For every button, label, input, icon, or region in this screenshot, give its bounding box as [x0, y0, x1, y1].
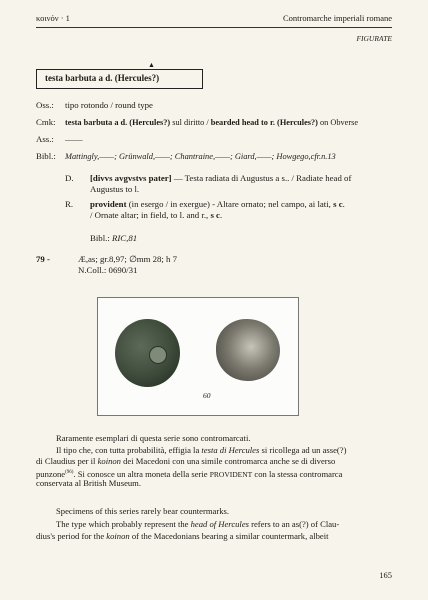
running-header-right: Contromarche imperiali romane — [282, 13, 392, 23]
italian-para-line-2: Il tipo che, con tutta probabilità, effigia la testa di Hercules si ricollega ad un asse(?) — [56, 445, 347, 455]
bibl-label: Bibl.: — [36, 151, 56, 161]
english-para-line-3: dius's period for the koinon of the Macedonians bearing a similar countermark, albeit — [36, 531, 329, 541]
italian-para-line-1: Raramente esemplari di questa serie sono contromarcati. — [56, 433, 251, 443]
catalog-specs: Æ,as; gr.8,97; ∅mm 28; h 7 — [78, 254, 178, 264]
title-box — [36, 69, 203, 89]
ric-reference: Bibl.: RIC,81 — [90, 233, 138, 243]
italian-para-line-3: di Claudius per il koinon dei Macedoni con una simile contromarca anche se di diverso — [36, 456, 336, 466]
oss-value: tipo rotondo / round type — [65, 100, 153, 110]
ass-label: Ass.: — [36, 134, 54, 144]
section-label: FIGURATE — [356, 34, 392, 43]
r-line-2: / Ornate altar; in field, to l. and r., s c. — [90, 210, 223, 220]
cmk-label: Cmk: — [36, 117, 56, 127]
header-rule — [36, 27, 392, 28]
title-text: testa barbuta a d. (Hercules?) — [45, 73, 160, 83]
ass-value: —— — [65, 134, 83, 144]
cmk-end: on Obverse — [317, 118, 359, 127]
catalog-number: 79 - — [36, 254, 50, 264]
cmk-mid: sul diritto / — [170, 118, 211, 127]
d-line-2: Augustus to l. — [90, 184, 140, 194]
d-line-1: [divvs avgvstvs pater] — Testa radiata di Augustus a s.. / Radiate head of — [90, 173, 352, 183]
cmk-bold-en: bearded head to r. (Hercules?) — [210, 118, 318, 127]
oss-label: Oss.: — [36, 100, 54, 110]
italian-para-line-4: punzone$^{(96)}$. Si conosce un altra moneta della serie PROVIDENT con la stessa contromarca — [36, 468, 343, 479]
marker-tick: ▲ — [148, 61, 155, 69]
italian-para-line-5: conservata al British Museum. — [36, 478, 142, 488]
cmk-bold-it: testa barbuta a d. (Hercules?) — [65, 118, 171, 127]
coin-plate — [97, 297, 299, 416]
countermark-mark — [149, 346, 167, 364]
english-para-line-1: Specimens of this series rarely bear countermarks. — [56, 506, 230, 516]
plate-number: 60 — [203, 391, 211, 400]
english-para-line-2: The type which probably represent the head of Hercules refers to an as(?) of Clau- — [56, 519, 340, 529]
r-line-1: provident (in esergo / in exergue) - Altare ornato; nel campo, ai lati, s c. — [90, 199, 345, 209]
catalog-collection: N.Coll.: 0690/31 — [78, 265, 138, 275]
d-label: D. — [65, 173, 74, 183]
bibl-value: Mattingly,——; Grünwald,——; Chantraine,——; Giard,——; Howgego,cfr.n.13 — [65, 152, 336, 161]
coin-reverse-image — [216, 319, 280, 381]
cmk-value — [65, 117, 358, 128]
coin-obverse-image — [115, 319, 180, 387]
page-number: 165 — [379, 570, 392, 580]
running-header-left: κοινόν · 1 — [36, 13, 70, 23]
r-label: R. — [65, 199, 74, 209]
